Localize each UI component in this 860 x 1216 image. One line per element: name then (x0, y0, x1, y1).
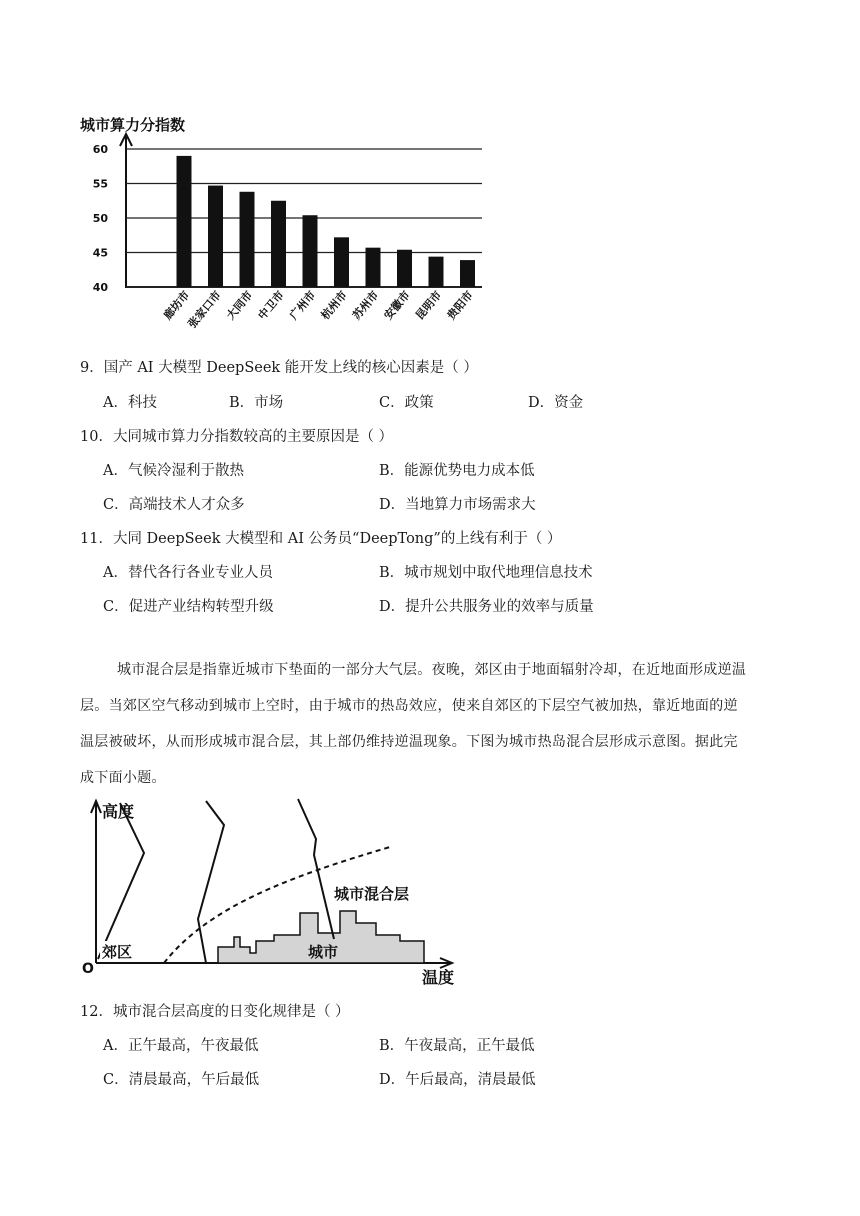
suburb-temperature-profile (98, 803, 144, 959)
diagram-origin-label: O (82, 961, 94, 977)
question-9-stem: 9．国产 AI 大模型 DeepSeek 能开发上线的核心因素是（ ） (80, 360, 478, 376)
city-compute-index-chart (70, 108, 500, 348)
question-12-option-d[interactable]: D．午后最高，清晨最低 (379, 1072, 536, 1088)
chart-category-label: 广州市 (287, 288, 319, 323)
diagram-city-label: 城市 (308, 943, 339, 961)
chart-y-tick-label: 40 (92, 281, 108, 294)
chart-y-tick-label: 60 (92, 143, 108, 156)
chart-category-label: 安徽市 (381, 288, 413, 323)
question-12-option-a[interactable]: A．正午最高，午夜最低 (103, 1038, 259, 1054)
question-12-stem: 12．城市混合层高度的日变化规律是（ ） (80, 1004, 350, 1020)
chart-bar (334, 237, 349, 287)
chart-y-tick-label: 55 (92, 177, 108, 191)
question-10-option-b[interactable]: B．能源优势电力成本低 (379, 463, 535, 479)
question-10-option-c[interactable]: C．高端技术人才众多 (103, 497, 245, 513)
urban-mixed-layer-diagram (78, 795, 468, 995)
diagram-mixed-layer-label: 城市混合层 (334, 885, 410, 903)
chart-y-axis-title: 城市算力分指数 (80, 116, 186, 134)
chart-category-label: 杭州市 (318, 288, 350, 323)
diagram-temperature-label: 温度 (422, 968, 455, 987)
question-12-option-c[interactable]: C．清晨最高，午后最低 (103, 1072, 260, 1088)
chart-category-label: 贵阳市 (444, 288, 476, 323)
question-9-option-b[interactable]: B．市场 (229, 395, 284, 411)
chart-category-label: 廊坊市 (161, 288, 193, 323)
mid-temperature-profile (198, 801, 224, 963)
chart-bar (460, 260, 475, 287)
chart-category-label: 苏州市 (350, 288, 382, 323)
chart-category-label: 大同市 (224, 288, 256, 323)
question-9-option-a[interactable]: A．科技 (103, 395, 157, 411)
question-11-option-c[interactable]: C．促进产业结构转型升级 (103, 599, 274, 615)
passage-line-2: 层。当郊区空气移动到城市上空时，由于城市的热岛效应，使来自郊区的下层空气被加热，靠近地面的逆 (80, 698, 738, 714)
question-12-option-b[interactable]: B．午夜最高，正午最低 (379, 1038, 535, 1054)
passage-line-1: 城市混合层是指靠近城市下垫面的一部分大气层。夜晚，郊区由于地面辐射冷却，在近地面形成逆温 (117, 662, 747, 678)
diagram-suburb-label: 郊区 (102, 943, 133, 961)
chart-bar (303, 215, 318, 287)
chart-y-tick-label: 50 (92, 212, 108, 225)
chart-bar (240, 192, 255, 287)
chart-y-tick-label: 45 (92, 246, 108, 260)
chart-category-label: 昆明市 (413, 288, 445, 323)
chart-bar (177, 156, 192, 287)
chart-bar (397, 250, 412, 287)
question-11-option-a[interactable]: A．替代各行各业专业人员 (103, 565, 273, 581)
chart-category-label: 张家口市 (185, 288, 224, 331)
passage-line-3: 温层被破坏，从而形成城市混合层，其上部仍维持逆温现象。下图为城市热岛混合层形成示意图。据此完 (80, 734, 738, 750)
question-11-option-b[interactable]: B．城市规划中取代地理信息技术 (379, 565, 593, 581)
passage-line-4: 成下面小题。 (80, 770, 166, 786)
diagram-height-label: 高度 (102, 802, 135, 821)
question-10-option-a[interactable]: A．气候冷湿利于散热 (103, 463, 244, 479)
question-10-option-d[interactable]: D．当地算力市场需求大 (379, 497, 536, 513)
chart-bar (271, 201, 286, 287)
chart-bar (429, 257, 444, 287)
question-10-stem: 10．大同城市算力分指数较高的主要原因是（ ） (80, 429, 394, 445)
chart-category-label: 中卫市 (255, 288, 287, 323)
question-11-stem: 11．大同 DeepSeek 大模型和 AI 公务员“DeepTong”的上线有利于（ ） (80, 531, 562, 547)
question-9-option-c[interactable]: C．政策 (379, 395, 434, 411)
chart-bar (366, 248, 381, 287)
chart-bar (208, 186, 223, 287)
question-11-option-d[interactable]: D．提升公共服务业的效率与质量 (379, 599, 594, 615)
question-9-option-d[interactable]: D．资金 (528, 395, 584, 411)
